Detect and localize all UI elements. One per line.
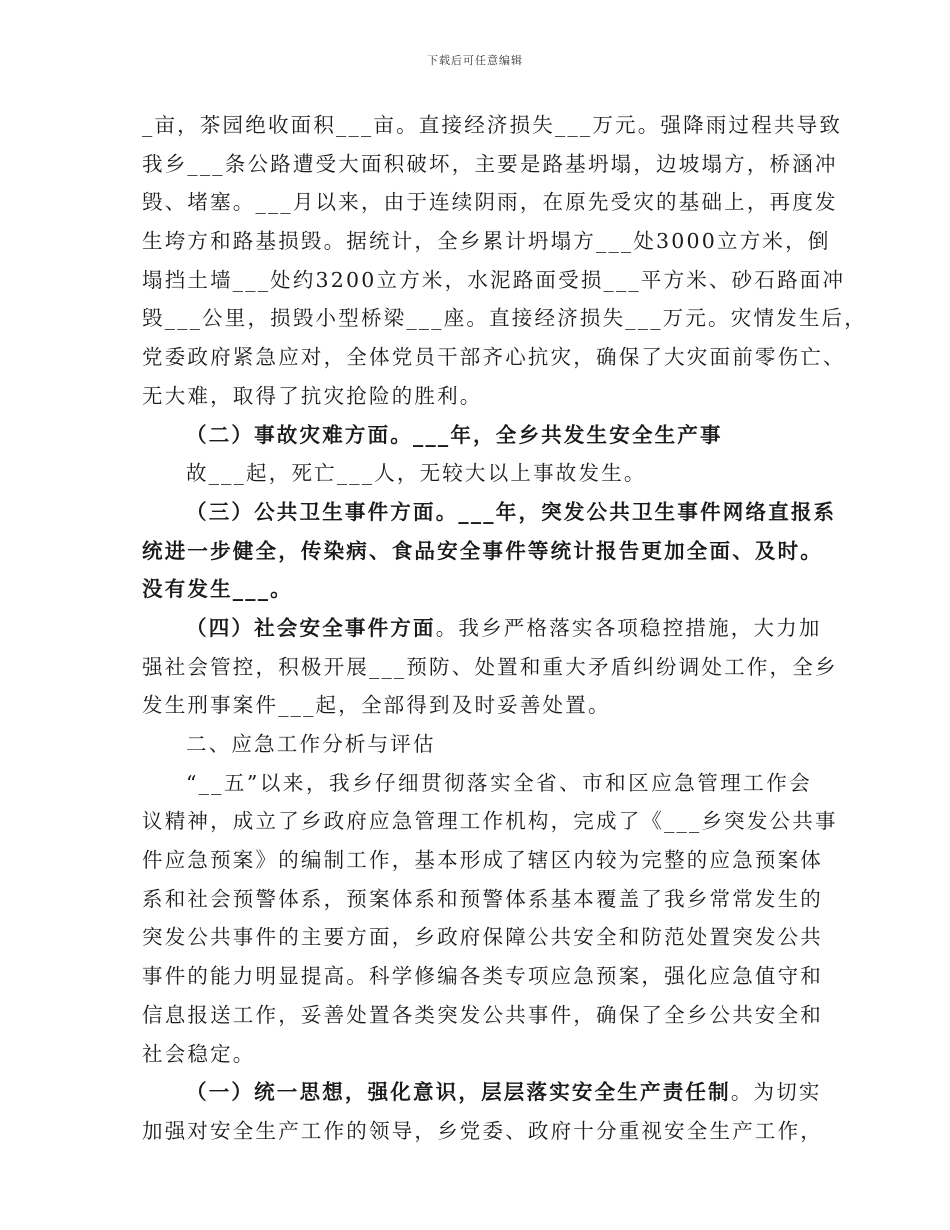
body-line: 毁、堵塞。___月以来，由于连续阴雨，在原先受灾的基础上，再度发 (142, 190, 838, 215)
body-line: 议精神，成立了乡政府应急管理工作机构，完成了《___乡突发公共事 (142, 809, 838, 834)
header-note: 下载后可任意编辑 (427, 54, 523, 67)
body-line: 突发公共事件的主要方面，乡政府保障公共安全和防范处置突发公共 (142, 925, 823, 950)
body-line: 故___起，死亡___人，无较大以上事故发生。 (186, 461, 647, 486)
body-text-inline: 。我乡严格落实各项稳控措施，大力加 (435, 615, 822, 640)
section-heading-social-safety: （四）社会安全事件方面 (186, 615, 436, 640)
body-line: 无大难，取得了抗灾抢险的胜利。 (142, 383, 483, 408)
body-line: 我乡___条公路遭受大面积破坏，主要是路基坍塌，边坡塌方，桥涵冲 (142, 151, 838, 176)
body-text-inline: 。为切实 (730, 1080, 822, 1105)
section-heading-public-health: （三）公共卫生事件方面。___年，突发公共卫生事件网络直报系 (186, 499, 837, 524)
body-line: 事件的能力明显提高。科学修编各类专项应急预案，强化应急值守和 (142, 964, 823, 989)
body-line: 社会稳定。 (142, 1041, 256, 1066)
section-heading-responsibility: （一）统一思想，强化意识，层层落实安全生产责任制 (186, 1080, 731, 1105)
body-line: 毁___公里，损毁小型桥梁___座。直接经济损失___万元。灾情发生后， (142, 306, 867, 331)
body-line: 系和社会预警体系，预案体系和预警体系基本覆盖了我乡常常发生的 (142, 886, 823, 911)
body-line: 塌挡土墙___处约3200立方米，水泥路面受损___平方米、砂石路面冲 (142, 267, 846, 292)
body-line: 生垮方和路基损毁。据统计，全乡累计坍塌方___处3000立方米，倒 (142, 229, 831, 254)
body-line: _亩，茶园绝收面积___亩。直接经济损失___万元。强降雨过程共导致 (142, 113, 843, 137)
body-line-bold: 没有发生___。 (142, 577, 293, 602)
body-line: 信息报送工作，妥善处置各类突发公共事件，确保了全乡公共安全和 (142, 1002, 823, 1027)
body-line: 发生刑事案件___起，全部得到及时妥善处置。 (142, 693, 611, 718)
section-heading-social-safety-line (142, 609, 822, 648)
body-line: 强社会管控，积极开展___预防、处置和重大矛盾纠纷调处工作，全乡 (142, 654, 838, 679)
section-heading-responsibility-line (142, 1073, 822, 1112)
section-heading-analysis: 二、应急工作分析与评估 (186, 732, 436, 756)
document-body (142, 106, 867, 1151)
body-line: 党委政府紧急应对，全体党员干部齐心抗灾，确保了大灾面前零伤亡、 (142, 345, 846, 370)
body-line: 件应急预案》的编制工作，基本形成了辖区内较为完整的应急预案体 (142, 848, 823, 873)
body-line: “__五”以来，我乡仔细贯彻落实全省、市和区应急管理工作会 (186, 770, 812, 795)
body-line: 加强对安全生产工作的领导，乡党委、政府十分重视安全生产工作， (142, 1118, 823, 1143)
section-heading-accident: （二）事故灾难方面。___年，全乡共发生安全生产事 (186, 422, 723, 447)
body-line-bold: 统进一步健全，传染病、食品安全事件等统计报告更加全面、及时。 (142, 538, 823, 563)
